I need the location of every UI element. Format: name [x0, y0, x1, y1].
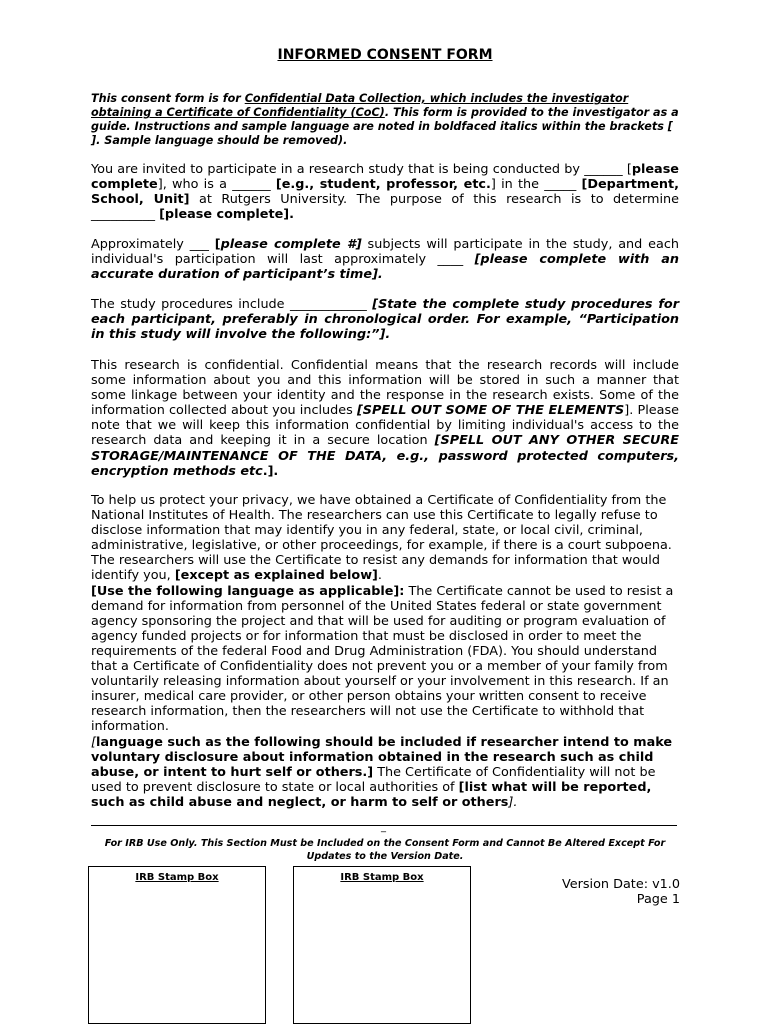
intro-instructions — [91, 92, 681, 148]
p5-text: The Certificate of Confidentiality will not be used to prevent disclosure to state or local authorities of — [91, 764, 656, 795]
p1-text: ] in the _____ — [490, 177, 582, 193]
p1-text: You are invited to participate in a research study that is being conducted by ______ [ — [91, 162, 632, 177]
version-date: Version Date: v1.0 — [561, 877, 680, 892]
p1-text: ], who is a ______ — [157, 177, 276, 193]
p5-text: To help us protect your privacy, we have obtained a Certificate of Confidentiality from the National Institutes of Health. The researchers can use this Certificate to legally refuse to disclose information that may identify you in any federal, state, or local civil, criminal, administrative, legislative, or other proceedings, for example, if there is a court subpoena. The researchers will use the Certificate to resist any demands for information that would identify you, — [91, 493, 672, 584]
irb-stamp-box — [88, 866, 266, 1024]
p5-placeholder: [Use the following language as applicable]: — [91, 583, 405, 599]
irb-stamp-box-label: IRB Stamp Box — [135, 872, 219, 883]
paragraph-confidentiality — [91, 358, 679, 479]
p5-placeholder: [except as explained below] — [174, 568, 378, 584]
p1-placeholder: [e.g., student, professor, etc. — [275, 177, 491, 193]
p4-placeholder: [SPELL OUT ANY OTHER SECURE STORAGE/MAINTENANCE OF THE DATA, e.g., password protected computers, encryption methods etc — [91, 433, 679, 479]
footer-dash-mark: _ — [381, 822, 386, 833]
p2-text: subjects will participate in the study, and each individual's participation will last approximately ____ — [91, 237, 679, 268]
p5-text: . — [377, 568, 382, 584]
p2-placeholder: please complete #] — [220, 237, 362, 252]
p1-text: at Rutgers University. The purpose of this research is to determine __________ — [91, 192, 679, 223]
page-number: Page 1 — [636, 892, 680, 907]
p4-text: ]. Please note that we will keep this information confidential by limiting individual's access to the research data and keeping it in a secure location — [91, 403, 679, 449]
irb-stamp-box — [293, 866, 471, 1024]
p4-placeholder: .]. — [262, 463, 279, 479]
p5-text: The Certificate cannot be used to resist a demand for information from personnel of the United States federal or state government agency sponsoring the project and that will be used for auditing or program evaluation of agency funded projects or for information that must be disclosed in order to meet the requirements of the federal Food and Drug Administration (FDA). You should understand that a Certificate of Confidentiality does not prevent you or a member of your family from voluntarily releasing information about yourself or your involvement in this research. If an insurer, medical care provider, or other person obtains your written consent to receive research information, then the researchers will not use the Certificate to withhold that information. — [91, 583, 674, 735]
paragraph-procedures — [91, 297, 679, 342]
intro-text-2: . This form is provided to the investigator as a guide. Instructions and sample language are noted in boldfaced italics within the brackets [ ]. Sample language should be removed). — [91, 106, 679, 147]
p4-text: This research is confidential. Confidential means that the research records will include some information about you and this information will be stored in such a manner that some linkage between your identity and the response in the research exists. Some of the information collected about you includes — [91, 358, 679, 419]
paragraph-certificate — [91, 493, 679, 810]
p4-placeholder: [SPELL OUT SOME OF THE ELEMENTS — [356, 403, 625, 419]
p2-text: Approximately ___ — [91, 237, 215, 252]
p5-placeholder: language such as the following should be included if researcher intend to make voluntary disclosure about information obtained in the research such as child abuse, or intent to hurt self or others.] — [91, 734, 673, 780]
p5-text: ]. — [508, 794, 518, 810]
version-info — [520, 877, 680, 907]
intro-text-1: This consent form is for — [91, 92, 245, 105]
p1-placeholder: [Department, School, Unit] — [91, 177, 679, 208]
p3-text: The study procedures include ____________ — [91, 297, 373, 312]
paragraph-invitation — [91, 162, 679, 222]
irb-footer-note: For IRB Use Only. This Section Must be Included on the Consent Form and Cannot Be Altered Except For Updates to the Version Date. — [104, 838, 666, 862]
p1-placeholder: please complete — [91, 162, 679, 193]
intro-text-underlined: Confidential Data Collection, which includes the investigator obtaining a Certificate of Confidentiality (CoC) — [91, 92, 629, 119]
p1-placeholder: [please complete]. — [159, 207, 294, 223]
paragraph-participants — [91, 237, 679, 282]
p5-placeholder: [list what will be reported, such as child abuse and neglect, or harm to self or others — [91, 779, 652, 810]
p2-placeholder: [ — [214, 237, 221, 252]
p3-placeholder: [State the complete study procedures for each participant, preferably in chronological order. For example, “Participation in this study will involve the following:”]. — [91, 297, 680, 343]
irb-stamp-box-label: IRB Stamp Box — [340, 872, 424, 883]
p5-placeholder: [ — [91, 734, 96, 750]
p2-placeholder: [please complete with an accurate duration of participant’s time]. — [91, 252, 679, 283]
page-title: INFORMED CONSENT FORM — [277, 47, 493, 63]
